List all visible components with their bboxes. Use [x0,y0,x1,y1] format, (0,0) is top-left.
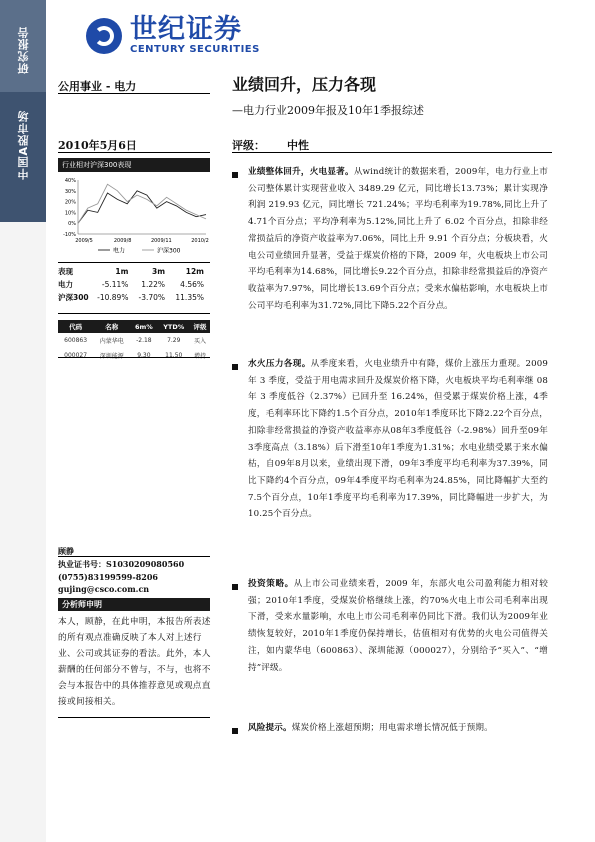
paragraph-text: 煤炭价格上涨超预期；用电需求增长情况低于预期。 [291,723,493,733]
paragraph-text: 从上市公司业绩来看，2009 年，东部火电公司盈利能力相对较强；2010年1季度，受煤炭价格继续上涨，约70%火电上市公司毛利率出现下滑，受来水量影响，水电上市公司毛利率仍同比下滑。我们认为2009年业绩恢复较好，2010年1季度仍保持增长，估值相对有优势的火电公司值得关注，如内蒙华电（600863）、深圳能源（000027），分别给予“买入”、“增持”评级。 [248,579,548,673]
rating [232,137,309,153]
x-tick-label: 2010/2 [191,238,209,244]
analyst-email: gujing@csco.com.cn [58,584,150,594]
legend-electricity: 电力 [113,247,126,255]
rating-label: 评级： [232,139,265,152]
logo-cn: 世纪证券 [130,14,242,45]
perf-cell: -5.11% [101,280,129,289]
body-paragraph [248,720,548,737]
table-row [58,320,210,333]
stock-cell: 7.29 [167,337,181,344]
paragraph-heading: 水火压力各现。 [248,359,311,369]
paragraph-heading: 风险提示。 [248,723,292,733]
perf-header: 表现 [58,267,73,276]
sidebar-market-label: 中国A股市场 [17,110,30,180]
industry-label: 公用事业 - 电力 [58,80,137,93]
table-row [58,291,210,304]
perf-cell: 沪深300 [58,293,89,302]
paragraph-heading: 投资策略。 [248,579,294,589]
sidebar-top-label: 研究报告 [17,26,30,74]
x-tick-label: 2009/5 [75,238,93,244]
table-row [58,333,210,348]
stock-cell: -2.18 [136,337,152,344]
perf-cell: 4.56% [180,280,204,289]
bullet-icon [232,728,238,734]
analyst-name: 顾静 [58,546,74,556]
stock-cell: 增持 [193,353,206,360]
logo-en: CENTURY SECURITIES [130,44,260,55]
sidebar [0,0,46,842]
declaration-text: 本人，顾静，在此申明，本报告所表述的所有观点准确反映了本人对上述行业、公司或其证券的看法。此外，本人薪酬的任何部分不曾与，不与，也将不会与本报告中的具体推荐意见或观点直接或间接相关。 [58,617,211,707]
stock-cell: 内蒙华电 [99,338,124,345]
divider [58,262,210,263]
stock-header: 名称 [93,320,130,333]
x-tick-label: 2009/8 [113,238,132,244]
stock-header: 代码 [58,320,93,333]
chart-header: 行业相对沪深300表现 [58,158,210,172]
stock-cell: 11.50 [165,352,183,359]
report-date: 2010年5月6日 [58,139,137,152]
divider [58,717,210,718]
body-paragraph [248,164,548,314]
declaration-title: 分析师申明 [58,598,210,611]
table-row [58,278,210,291]
perf-header: 12m [185,267,204,276]
divider [58,556,210,557]
y-tick-label: 0% [68,221,76,228]
perf-header: 1m [115,267,129,276]
stock-cell: 000027 [64,352,88,359]
series-line-csi300 [78,184,206,223]
y-tick-label: -10% [63,232,76,238]
stock-header: 评级 [190,320,210,333]
perf-header: 3m [152,267,166,276]
analyst-phone: (0755)83199599-8206 [58,572,158,582]
stock-cell: 深圳能源 [99,353,124,360]
y-tick-label: 20% [64,199,76,206]
divider [58,313,210,314]
perf-cell: 1.22% [141,280,166,289]
paragraph-text: 从季度来看，火电业绩升中有降，煤价上涨压力重现。2009 年 3 季度，受益于用电需求回升及煤炭价格下降，火电板块平均毛利率继 08 年 3 季度低谷（2.37%）已回升至 16.24%，但受累于煤炭价格上涨，4季度，毛利率环比下降约1.5个百分点，2010年1季度环比下降2.22个百分点，扣除非经常损益的净资产收益率亦从08年3季度低谷（-2.98%）回升至09年3季度高点（3.18%）后下滑至10年1季度为1.31%；水电业绩受累于来水偏枯，自09年8月以来，业绩出现下滑，09年3季度平均毛利率为37.39%，同比下降约4个百分点，09年4季度平均毛利率为24.85%，同比降幅扩大至约7.5个百分点，10年1季度平均毛利率为17.39%，同比降幅进一步扩大，为10.25个百分点。 [248,359,548,520]
y-tick-label: 40% [64,178,76,184]
logo-mark-icon [86,18,122,54]
divider [58,357,210,358]
stock-cell: 买入 [193,338,206,345]
table-row [58,265,210,278]
table-row [58,348,210,363]
stock-cell: 600863 [64,337,88,344]
paragraph-text: 从wind统计的数据来看，2009年，电力行业上市公司整体累计实现营业收入 3489.29 亿元，同比增长13.73%；累计实现净利润 219.93 亿元，同比增长 721.24%；平均毛利率为19.78%,同比上升了4.71个百分点；平均净利率为5.12%,同比上升了 6.02 个百分点，扣除非经常损益后的净资产收益率为7.06%，同比上升 9.91 个百分点；分板块看，火电公司业绩回升显著，受益于煤炭价格的下降，2009 年，火电板块上市公司平均毛利率为14.68%，同比增长9.22个百分点，扣除非经常损益后的净资产收益率为7.97%，同比增长13.69个百分点；受来水偏枯影响，水电板块上市公司平均毛利率为31.72%,同比下降5.22个百分点。 [248,167,548,311]
perf-cell: -10.89% [97,293,129,302]
legend-csi300: 沪深300 [157,247,181,255]
perf-cell: -3.70% [138,293,166,302]
analyst-cert: 执业证书号：S1030209080560 [58,559,185,569]
y-tick-label: 30% [64,188,76,195]
bullet-icon [232,172,238,178]
stock-header: YTD% [158,320,190,333]
bullet-icon [232,584,238,590]
sidebar-market-band [0,92,46,222]
report-title: 业绩回升，压力各现 [232,75,377,94]
series-line-electricity [78,191,206,223]
bullet-icon [232,364,238,370]
paragraph-heading: 业绩整体回升，火电显著。 [248,167,354,177]
rating-value: 中性 [287,139,309,152]
relative-performance-chart [58,176,210,256]
body-paragraph [248,576,548,676]
performance-table [58,265,210,304]
body-paragraph [248,356,548,523]
stock-header: 6m% [130,320,157,333]
y-tick-label: 10% [64,210,76,217]
stock-cell: 9.30 [137,352,151,359]
company-logo [86,16,260,55]
perf-cell: 电力 [58,280,73,289]
sidebar-top-band [0,0,46,92]
report-subtitle: —电力行业2009年报及10年1季报综述 [232,104,424,117]
x-tick-label: 2009/11 [150,238,172,244]
sidebar-lower-band [0,92,46,842]
perf-cell: 11.35% [175,293,204,302]
